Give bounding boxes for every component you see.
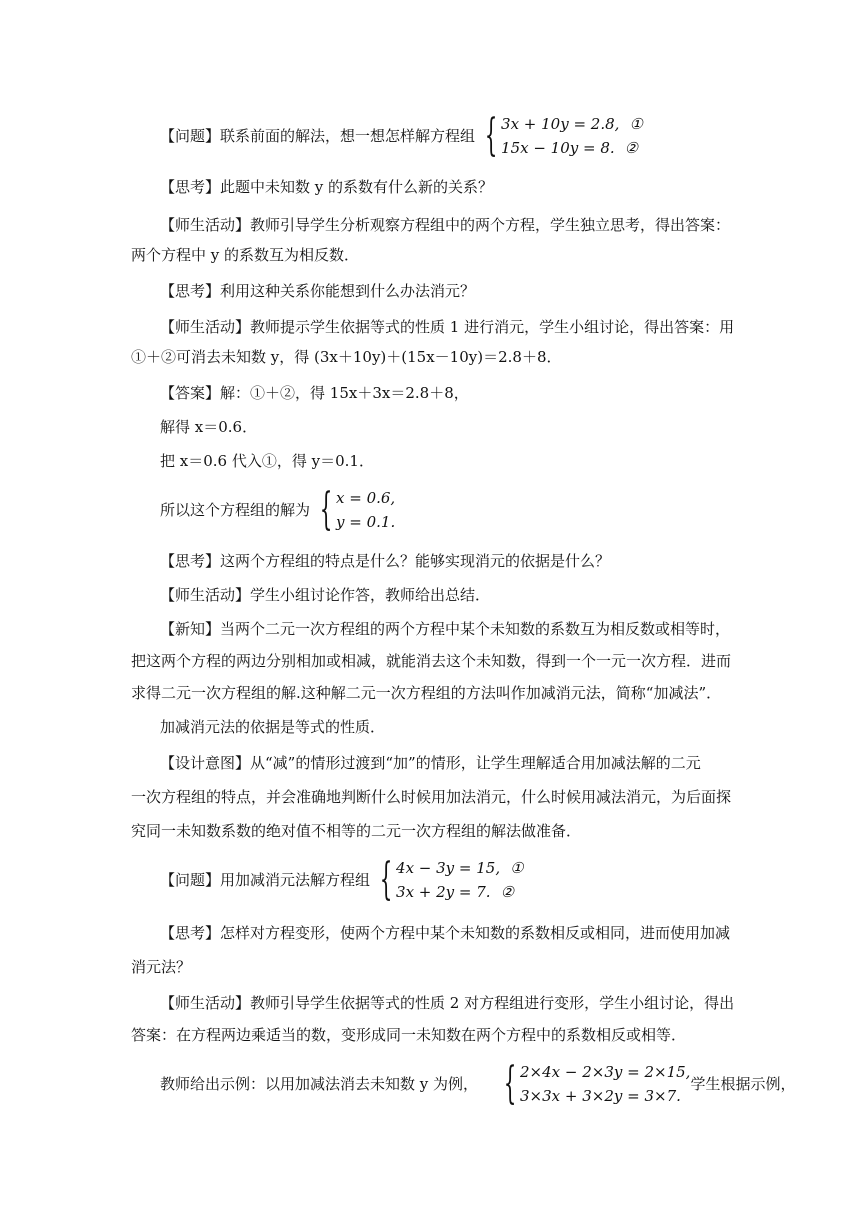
activity-1-cont: 两个方程中 y 的系数互为相反数．	[131, 246, 360, 264]
think-text: 这两个方程组的特点是什么？能够实现消元的依据是什么？	[220, 552, 611, 570]
equation-2-text: 15x − 10y = 8.	[501, 139, 615, 157]
example-equation-1: 2×4x − 2×3y = 2×15,	[520, 1063, 691, 1081]
equation-1	[396, 856, 524, 880]
new-knowledge-cont-2: 求得二元一次方程组的解.这种解二元一次方程组的方法叫作加减消元法，简称“加减法”．	[131, 684, 722, 702]
think-tag: 【思考】	[160, 178, 221, 196]
example-line	[160, 1060, 795, 1108]
equation-1-marker: ①	[629, 115, 643, 133]
equation-2-marker: ②	[500, 883, 515, 901]
think-text: 利用这种关系你能想到什么办法消元？	[220, 282, 476, 300]
equation-2-marker: ②	[624, 139, 639, 157]
brace-icon: {	[484, 110, 498, 161]
equation-2-text: 3x + 2y = 7.	[396, 883, 491, 901]
answer-line-4-text: 所以这个方程组的解为	[160, 501, 311, 519]
activity-4-cont: 答案：在方程两边乘适当的数，变形成同一未知数在两个方程中的系数相反或相等．	[131, 1026, 687, 1044]
think-tag: 【思考】	[160, 282, 221, 300]
equation-2	[396, 880, 524, 904]
solution-y: y = 0.1.	[336, 513, 396, 531]
answer-line-3: 把 x＝0.6 代入①，得 y＝0.1．	[160, 452, 374, 470]
activity-text: 教师引导学生分析观察方程组中的两个方程，学生独立思考，得出答案：	[250, 216, 731, 234]
problem-1	[160, 112, 643, 160]
activity-text: 学生小组讨论作答，教师给出总结．	[250, 586, 491, 604]
brace-icon: {	[379, 854, 393, 905]
problem-tag: 【问题】	[160, 127, 221, 145]
example-tail: 学生根据示例，	[690, 1075, 796, 1093]
design-intent-cont-2: 究同一未知数系数的绝对值不相等的二元一次方程组的解法做准备．	[131, 822, 582, 840]
activity-3	[160, 584, 490, 606]
answer	[160, 382, 469, 404]
activity-2	[160, 316, 734, 338]
problem-tag: 【问题】	[160, 871, 221, 889]
think-tag: 【思考】	[160, 552, 221, 570]
new-knowledge-cont-1: 把这两个方程的两边分别相加或相减，就能消去这个未知数，得到一个一元一次方程．进而	[131, 652, 732, 670]
equation-system	[372, 856, 524, 904]
example-text: 教师给出示例：以用加减法消去未知数 y 为例，	[160, 1075, 479, 1093]
activity-tag: 【师生活动】	[160, 994, 251, 1012]
new-knowledge-text: 当两个二元一次方程组的两个方程中某个未知数的系数互为相反数或相等时，	[220, 620, 731, 638]
new-knowledge-tag: 【新知】	[160, 620, 221, 638]
answer-line-4	[160, 486, 395, 534]
think-2	[160, 280, 475, 302]
activity-text: 教师提示学生依据等式的性质 1 进行消元，学生小组讨论，得出答案：用	[250, 318, 735, 336]
example-system	[496, 1060, 690, 1108]
problem-text: 联系前面的解法，想一想怎样解方程组	[220, 127, 476, 145]
activity-text: 教师引导学生依据等式的性质 2 对方程组进行变形，学生小组讨论，得出	[250, 994, 735, 1012]
answer-text: 解：①＋②，得 15x＋3x＝2.8＋8，	[220, 384, 469, 402]
think-4	[160, 922, 730, 944]
equation-2	[501, 136, 643, 160]
think-1	[160, 176, 493, 198]
design-intent	[160, 752, 701, 774]
activity-1	[160, 214, 730, 236]
think-tag: 【思考】	[160, 924, 221, 942]
equation-system	[477, 112, 643, 160]
activity-tag: 【师生活动】	[160, 216, 251, 234]
design-intent-text: 从“减”的情形过渡到“加”的情形，让学生理解适合用加减法解的二元	[250, 754, 701, 772]
brace-icon: {	[503, 1058, 517, 1109]
problem-2	[160, 856, 524, 904]
equation-1-marker: ①	[510, 859, 524, 877]
activity-tag: 【师生活动】	[160, 586, 251, 604]
new-knowledge-cont-3: 加减消元法的依据是等式的性质．	[160, 718, 386, 736]
design-intent-cont-1: 一次方程组的特点，并会准确地判断什么时候用加法消元，什么时候用减法消元，为后面探	[131, 788, 732, 806]
activity-tag: 【师生活动】	[160, 318, 251, 336]
solution-system	[312, 486, 395, 534]
example-equation-2: 3×3x + 3×2y = 3×7.	[520, 1087, 681, 1105]
think-4-cont: 消元法？	[131, 958, 192, 976]
new-knowledge	[160, 618, 730, 640]
activity-4	[160, 992, 734, 1014]
think-text: 此题中未知数 y 的系数有什么新的关系？	[220, 178, 494, 196]
activity-2-cont: ①＋②可消去未知数 y，得 (3x＋10y)＋(15x－10y)＝2.8＋8．	[131, 348, 562, 366]
answer-tag: 【答案】	[160, 384, 221, 402]
solution-x: x = 0.6,	[336, 489, 396, 507]
think-text: 怎样对方程变形，使两个方程中某个未知数的系数相反或相同，进而使用加减	[220, 924, 731, 942]
equation-1-text: 3x + 10y = 2.8,	[501, 115, 620, 133]
think-3	[160, 550, 610, 572]
problem-text: 用加减消元法解方程组	[220, 871, 371, 889]
answer-line-2: 解得 x＝0.6．	[160, 418, 258, 436]
equation-1-text: 4x − 3y = 15,	[396, 859, 501, 877]
equation-1	[501, 112, 643, 136]
brace-icon: {	[319, 484, 333, 535]
design-intent-tag: 【设计意图】	[160, 754, 251, 772]
